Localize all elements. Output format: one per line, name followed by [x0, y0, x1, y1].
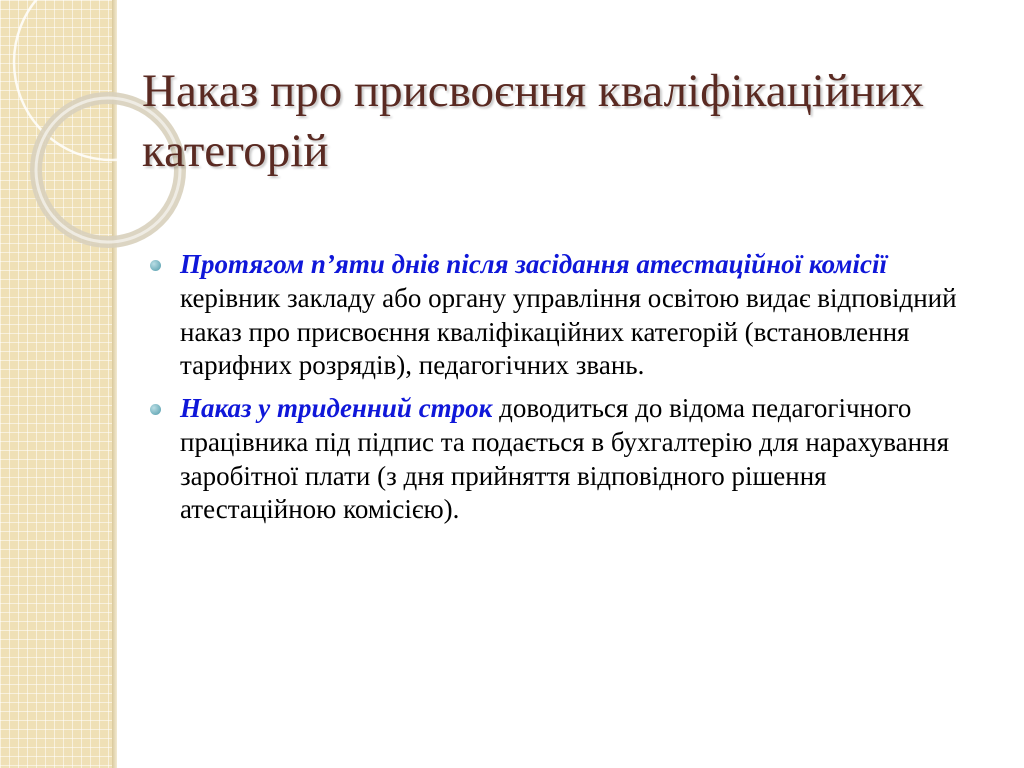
decorative-side-panel: [0, 0, 112, 768]
slide-title: Наказ про присвоєння кваліфікаційних категорій: [142, 65, 924, 177]
bullet-text: керівник закладу або органу управління освітою видає відповідний наказ про присвоєння кваліфікаційних категорій (встановлення тарифних розрядів), педагогічних звань.: [180, 282, 957, 381]
bullet-dot-icon: [150, 260, 161, 271]
side-panel-edge: [112, 0, 117, 768]
bullet-emphasis: Наказ у триденний строк: [180, 393, 493, 423]
bullet-list: [150, 248, 980, 536]
bullet-text: доводиться до відома педагогічного працівника під підпис та подається в бухгалтерію для нарахування заробітної плати (з дня прийняття відповідного рішення атестаційною комісією).: [180, 393, 949, 525]
bullet-item: [150, 248, 980, 383]
bullet-item: [150, 392, 980, 527]
bullet-emphasis: Протягом п’яти днів після засідання атестаційної комісії: [180, 249, 888, 279]
bullet-dot-icon: [150, 404, 161, 415]
